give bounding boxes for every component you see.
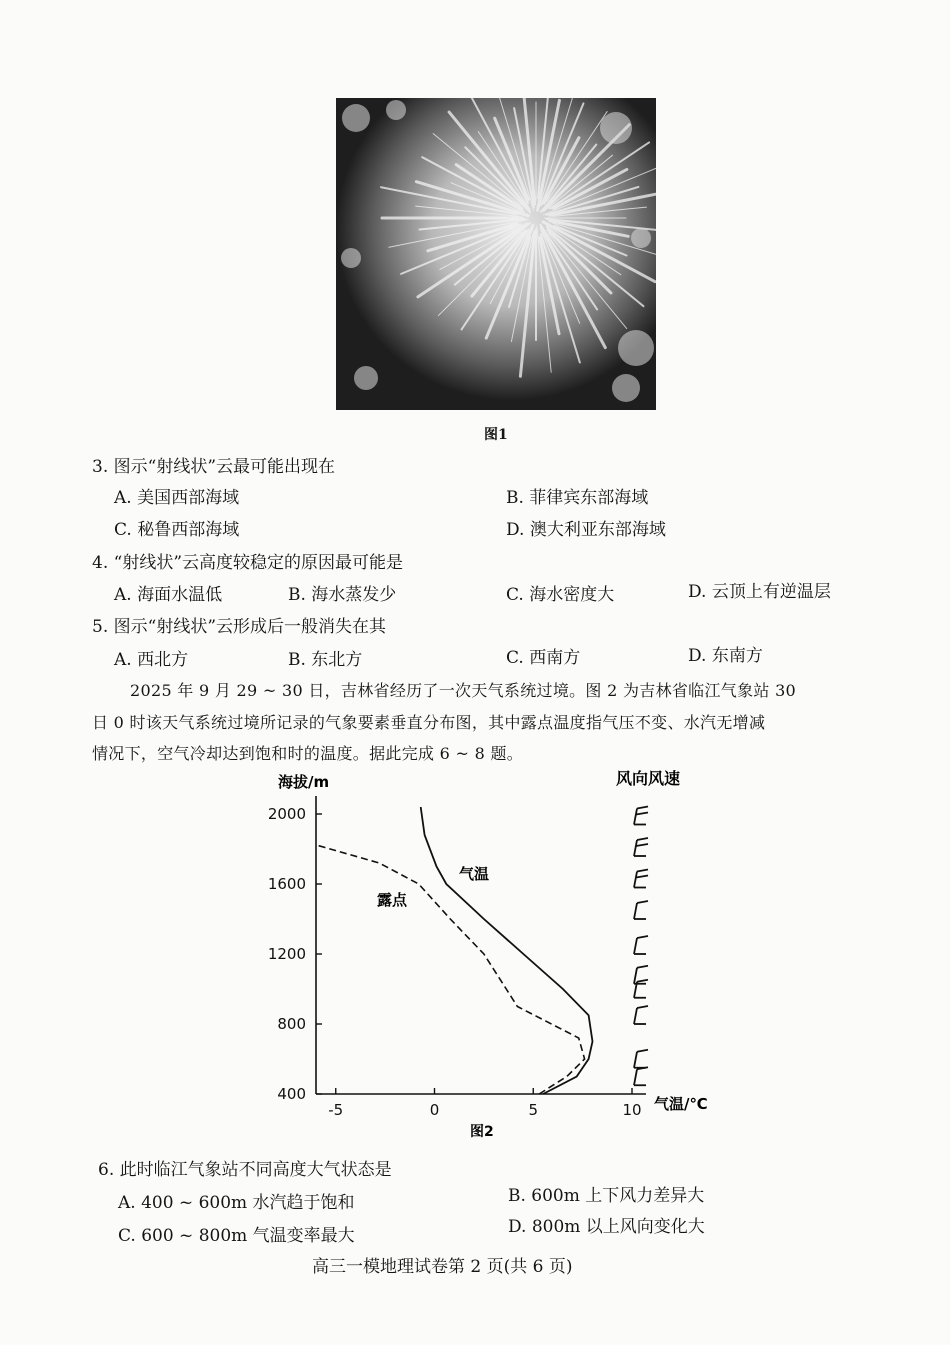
q4-stem: 4. “射线状”云高度较稳定的原因最可能是 <box>92 553 404 573</box>
series-dewpoint-label: 露点 <box>377 891 408 909</box>
q4-option-a: A. 海面水温低 <box>114 585 223 605</box>
series-temperature-line <box>421 807 593 1094</box>
y-tick-label: 400 <box>277 1085 306 1103</box>
passage-line-3: 情况下，空气冷却达到饱和时的温度。据此完成 6 ~ 8 题。 <box>92 744 524 763</box>
x-tick-label: 0 <box>429 1101 440 1119</box>
x-tick-label: 5 <box>528 1101 539 1119</box>
q6-option-a: A. 400 ~ 600m 水汽趋于饱和 <box>118 1193 355 1213</box>
q4-option-c: C. 海水密度大 <box>506 585 615 605</box>
series-temperature-label: 气温 <box>459 865 490 883</box>
q3-stem: 3. 图示“射线状”云最可能出现在 <box>92 457 336 477</box>
wind-barb <box>634 838 648 856</box>
wind-barb <box>634 1067 648 1085</box>
series-dewpoint-line <box>318 846 585 1095</box>
q6-stem: 6. 此时临江气象站不同高度大气状态是 <box>98 1160 392 1180</box>
wind-barb <box>634 1050 648 1068</box>
q5-option-b: B. 东北方 <box>288 650 363 670</box>
q6-option-c: C. 600 ~ 800m 气温变率最大 <box>118 1226 355 1246</box>
figure1-caption: 图1 <box>484 427 508 443</box>
q4-option-d: D. 云顶上有逆温层 <box>688 582 831 602</box>
y-tick-label: 800 <box>277 1015 306 1033</box>
wind-barb <box>634 1006 648 1024</box>
x-tick-label: -5 <box>328 1101 344 1119</box>
figure2-caption: 图2 <box>470 1124 494 1140</box>
q5-option-a: A. 西北方 <box>114 650 189 670</box>
q5-option-c: C. 西南方 <box>506 648 581 668</box>
passage-line-1: 2025 年 9 月 29 ~ 30 日，吉林省经历了一次天气系统过境。图 2 为吉林省临江气象站 30 <box>130 681 797 700</box>
x-tick-label: 10 <box>622 1101 642 1119</box>
q3-option-b: B. 菲律宾东部海域 <box>506 488 649 508</box>
y-tick-label: 1600 <box>267 875 306 893</box>
figure2-chart <box>230 762 750 1147</box>
q5-option-d: D. 东南方 <box>688 646 763 666</box>
wind-barb <box>634 936 648 954</box>
chart-xlabel: 气温/℃ <box>654 1095 708 1113</box>
page-footer: 高三一模地理试卷第 2 页(共 6 页) <box>312 1257 573 1277</box>
wind-barb <box>634 807 648 825</box>
q3-option-c: C. 秘鲁西部海域 <box>114 520 240 540</box>
wind-barb <box>634 980 648 998</box>
y-tick-label: 1200 <box>267 945 306 963</box>
chart-ylabel: 海拔/m <box>278 773 330 791</box>
q3-option-a: A. 美国西部海域 <box>114 488 240 508</box>
q6-option-d: D. 800m 以上风向变化大 <box>508 1217 705 1237</box>
y-tick-label: 2000 <box>267 805 306 823</box>
q5-stem: 5. 图示“射线状”云形成后一般消失在其 <box>92 617 387 637</box>
q6-option-b: B. 600m 上下风力差异大 <box>508 1186 705 1206</box>
q4-option-b: B. 海水蒸发少 <box>288 585 397 605</box>
wind-barb <box>634 901 648 919</box>
q3-option-d: D. 澳大利亚东部海域 <box>506 520 666 540</box>
passage-line-2: 日 0 时该天气系统过境所记录的气象要素垂直分布图，其中露点温度指气压不变、水汽无增减 <box>92 713 766 732</box>
chart-wind-label: 风向风速 <box>616 769 681 788</box>
figure1-satellite-image <box>336 98 656 410</box>
wind-barb <box>634 870 648 888</box>
